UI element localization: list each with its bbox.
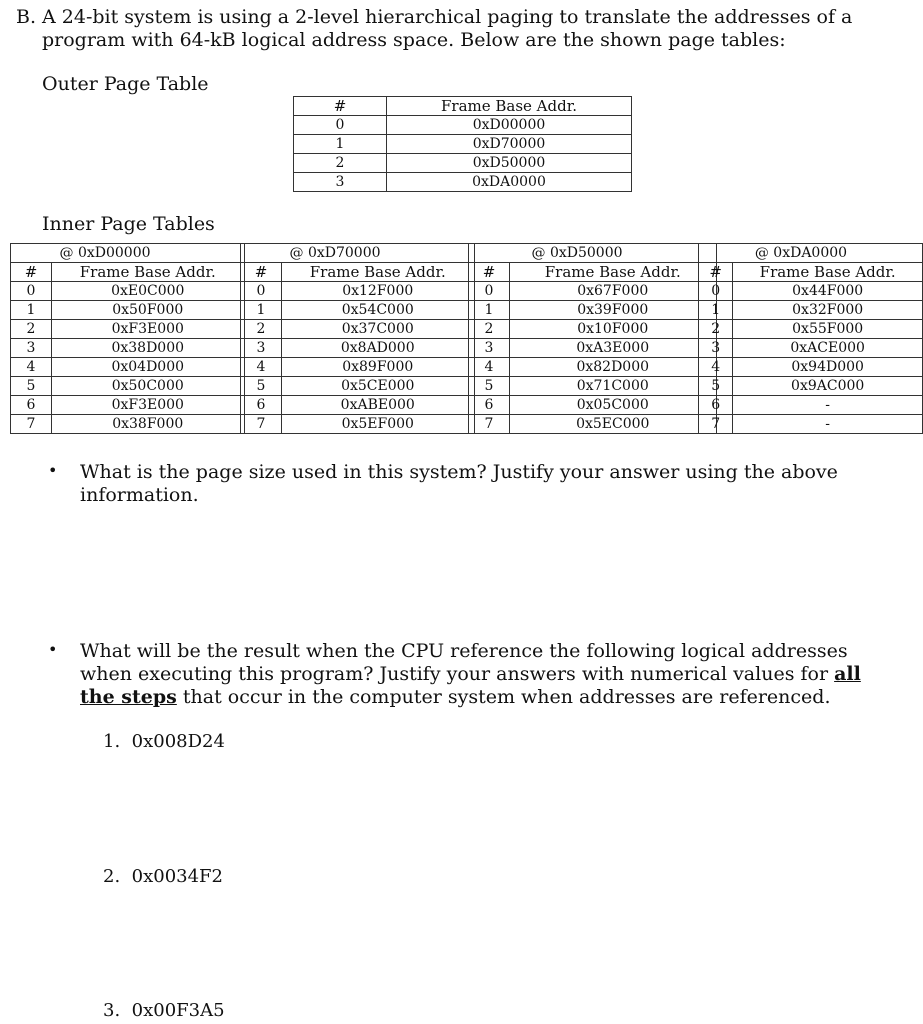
row-frame-addr: 0xF3E000 — [52, 320, 245, 339]
row-index: 0 — [11, 282, 52, 301]
bullet-icon: • — [48, 640, 58, 659]
table-row — [469, 358, 717, 377]
table-row — [699, 396, 923, 415]
row-frame-addr: 0x44F000 — [733, 282, 923, 301]
table-row — [699, 320, 923, 339]
row-frame-addr: 0xD50000 — [387, 154, 632, 173]
at-spacer — [241, 244, 282, 263]
table-row — [699, 282, 923, 301]
row-index: 5 — [11, 377, 52, 396]
table-at-row — [11, 244, 245, 263]
table-header-row — [294, 97, 632, 116]
row-index: 4 — [241, 358, 282, 377]
table-row — [11, 282, 245, 301]
row-index: 6 — [699, 396, 733, 415]
row-index: 0 — [294, 116, 387, 135]
row-frame-addr: 0x94D000 — [733, 358, 923, 377]
address-number: 3. — [103, 1000, 121, 1021]
row-frame-addr: 0x8AD000 — [282, 339, 475, 358]
question-2-line-3 — [80, 686, 900, 709]
row-frame-addr: 0x67F000 — [510, 282, 717, 301]
index-header: # — [294, 97, 387, 116]
bullet-icon: • — [48, 461, 58, 480]
table-row — [469, 301, 717, 320]
row-index: 5 — [699, 377, 733, 396]
table-row — [294, 135, 632, 154]
table-row — [699, 415, 923, 434]
row-frame-addr: 0x50F000 — [52, 301, 245, 320]
table-row — [294, 154, 632, 173]
table-base-address: @ 0xDA0000 — [733, 244, 923, 263]
table-row — [469, 396, 717, 415]
row-frame-addr: 0xA3E000 — [510, 339, 717, 358]
intro-line-2: program with 64-kB logical address space. Below are the shown page tables: — [42, 29, 786, 51]
row-frame-addr: 0xABE000 — [282, 396, 475, 415]
row-index: 7 — [469, 415, 510, 434]
table-row — [469, 282, 717, 301]
row-frame-addr: 0x54C000 — [282, 301, 475, 320]
row-frame-addr: 0x9AC000 — [733, 377, 923, 396]
table-header-row — [469, 263, 717, 282]
row-frame-addr: 0x05C000 — [510, 396, 717, 415]
row-index: 6 — [469, 396, 510, 415]
row-frame-addr: 0x89F000 — [282, 358, 475, 377]
row-frame-addr: 0x38F000 — [52, 415, 245, 434]
row-frame-addr: 0x38D000 — [52, 339, 245, 358]
table-header-row — [699, 263, 923, 282]
table-row — [11, 301, 245, 320]
row-index: 1 — [241, 301, 282, 320]
table-row — [241, 301, 475, 320]
table-row — [469, 377, 717, 396]
row-index: 4 — [11, 358, 52, 377]
index-header: # — [699, 263, 733, 282]
frame-header: Frame Base Addr. — [733, 263, 923, 282]
table-row — [699, 377, 923, 396]
row-frame-addr: 0x50C000 — [52, 377, 245, 396]
question-2-line-2 — [80, 663, 900, 686]
index-header: # — [241, 263, 282, 282]
row-index: 6 — [241, 396, 282, 415]
frame-header: Frame Base Addr. — [510, 263, 717, 282]
address-number: 2. — [103, 866, 121, 887]
table-row — [241, 415, 475, 434]
question-1-line-1: What is the page size used in this system? Justify your answer using the above — [80, 461, 838, 483]
table-row — [699, 339, 923, 358]
inner-page-table-0 — [10, 243, 245, 434]
row-frame-addr: 0x32F000 — [733, 301, 923, 320]
row-frame-addr: 0x5EC000 — [510, 415, 717, 434]
row-frame-addr: 0x12F000 — [282, 282, 475, 301]
row-frame-addr: 0x71C000 — [510, 377, 717, 396]
row-index: 4 — [699, 358, 733, 377]
row-index: 4 — [469, 358, 510, 377]
table-row — [11, 339, 245, 358]
row-frame-addr: 0x5CE000 — [282, 377, 475, 396]
table-row — [241, 396, 475, 415]
row-frame-addr: 0x37C000 — [282, 320, 475, 339]
table-row — [699, 301, 923, 320]
row-frame-addr: 0x55F000 — [733, 320, 923, 339]
row-index: 2 — [469, 320, 510, 339]
row-index: 1 — [294, 135, 387, 154]
row-index: 5 — [469, 377, 510, 396]
row-index: 1 — [11, 301, 52, 320]
table-base-address: @ 0xD50000 — [510, 244, 717, 263]
at-spacer — [469, 244, 510, 263]
row-index: 3 — [699, 339, 733, 358]
intro-line-1: A 24-bit system is using a 2-level hierarchical paging to translate the addresses of a — [42, 6, 853, 28]
index-header: # — [469, 263, 510, 282]
question-2-line-1: What will be the result when the CPU reference the following logical addresses — [80, 640, 848, 662]
problem-intro — [16, 6, 896, 52]
at-spacer — [699, 244, 733, 263]
table-row — [241, 377, 475, 396]
row-frame-addr: 0xACE000 — [733, 339, 923, 358]
table-at-row — [699, 244, 923, 263]
address-item-3 — [103, 1000, 225, 1021]
row-index: 2 — [699, 320, 733, 339]
row-frame-addr: 0x82D000 — [510, 358, 717, 377]
address-value: 0x008D24 — [131, 731, 225, 752]
inner-page-table-1 — [240, 243, 475, 434]
row-index: 0 — [469, 282, 510, 301]
table-at-row — [241, 244, 475, 263]
outer-table-title: Outer Page Table — [42, 73, 209, 95]
address-item-2 — [103, 866, 223, 887]
table-row — [294, 116, 632, 135]
table-row — [11, 377, 245, 396]
table-row — [294, 173, 632, 192]
inner-tables-title: Inner Page Tables — [42, 213, 215, 235]
table-row — [241, 320, 475, 339]
row-index: 7 — [11, 415, 52, 434]
emphasis-the-steps: the steps — [80, 686, 177, 708]
table-row — [469, 339, 717, 358]
row-index: 7 — [241, 415, 282, 434]
outer-page-table — [293, 96, 632, 192]
row-index: 5 — [241, 377, 282, 396]
table-row — [469, 320, 717, 339]
address-number: 1. — [103, 731, 121, 752]
row-frame-addr: 0xDA0000 — [387, 173, 632, 192]
table-header-row — [11, 263, 245, 282]
row-index: 2 — [11, 320, 52, 339]
row-frame-addr: 0x39F000 — [510, 301, 717, 320]
row-frame-addr: - — [733, 396, 923, 415]
row-frame-addr: 0xD00000 — [387, 116, 632, 135]
table-row — [241, 282, 475, 301]
row-index: 3 — [11, 339, 52, 358]
row-index: 3 — [469, 339, 510, 358]
table-at-row — [469, 244, 717, 263]
address-value: 0x00F3A5 — [131, 1000, 225, 1021]
index-header: # — [11, 263, 52, 282]
row-index: 0 — [241, 282, 282, 301]
row-frame-addr: 0x5EF000 — [282, 415, 475, 434]
at-spacer — [11, 244, 52, 263]
table-row — [469, 415, 717, 434]
table-row — [241, 358, 475, 377]
row-frame-addr: 0x04D000 — [52, 358, 245, 377]
row-index: 1 — [469, 301, 510, 320]
inner-page-table-3 — [698, 243, 923, 434]
question-1-line-2: information. — [80, 484, 199, 506]
question-2 — [80, 640, 900, 709]
table-row — [11, 396, 245, 415]
address-item-1 — [103, 731, 225, 752]
row-index: 1 — [699, 301, 733, 320]
table-row — [699, 358, 923, 377]
row-frame-addr: 0xE0C000 — [52, 282, 245, 301]
row-index: 3 — [294, 173, 387, 192]
table-base-address: @ 0xD70000 — [282, 244, 475, 263]
row-frame-addr: 0x10F000 — [510, 320, 717, 339]
row-index: 3 — [241, 339, 282, 358]
table-base-address: @ 0xD00000 — [52, 244, 245, 263]
question-2-line-2-text: when executing this program? Justify your answers with numerical values for — [80, 663, 829, 685]
table-row — [11, 415, 245, 434]
address-value: 0x0034F2 — [131, 866, 223, 887]
problem-label: B. — [16, 6, 37, 28]
table-row — [11, 358, 245, 377]
row-frame-addr: - — [733, 415, 923, 434]
inner-page-table-2 — [468, 243, 717, 434]
row-index: 7 — [699, 415, 733, 434]
frame-header: Frame Base Addr. — [387, 97, 632, 116]
row-index: 2 — [241, 320, 282, 339]
table-row — [241, 339, 475, 358]
question-2-line-3-text: that occur in the computer system when addresses are referenced. — [182, 686, 831, 708]
question-1 — [80, 461, 900, 507]
row-frame-addr: 0xD70000 — [387, 135, 632, 154]
row-index: 0 — [699, 282, 733, 301]
frame-header: Frame Base Addr. — [52, 263, 245, 282]
table-row — [11, 320, 245, 339]
row-index: 6 — [11, 396, 52, 415]
row-index: 2 — [294, 154, 387, 173]
frame-header: Frame Base Addr. — [282, 263, 475, 282]
row-frame-addr: 0xF3E000 — [52, 396, 245, 415]
table-header-row — [241, 263, 475, 282]
emphasis-all: all — [834, 663, 861, 685]
